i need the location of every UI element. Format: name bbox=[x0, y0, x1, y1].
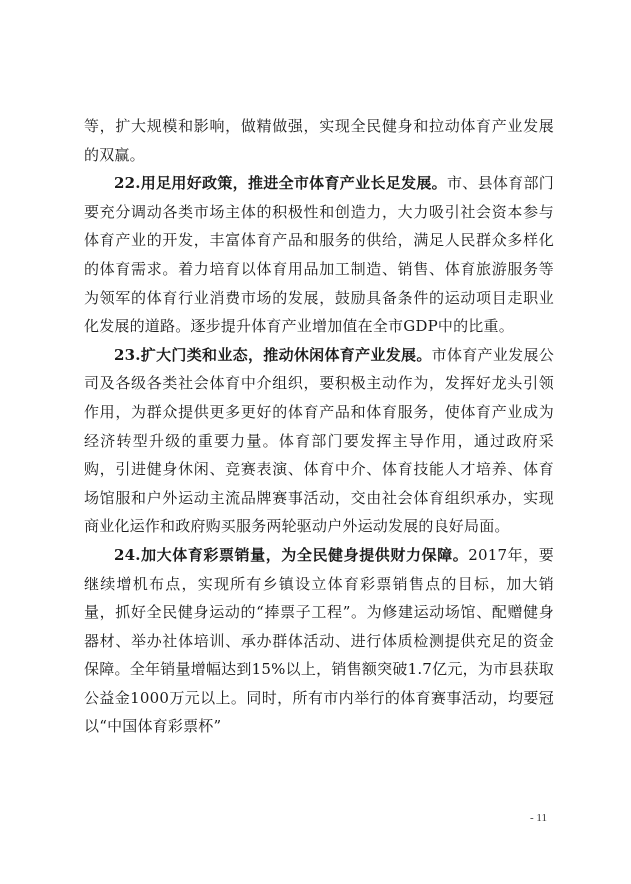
paragraph-23 bbox=[84, 341, 554, 541]
paragraph-heading: 23.扩大门类和业态，推动休闲体育产业发展。 bbox=[114, 345, 432, 364]
paragraph-continuation bbox=[84, 112, 554, 169]
paragraph-body: 市、县体育部门要充分调动各类市场主体的积极性和创造力，大力吸引社会资本参与体育产业的开发，丰富体育产品和服务的供给，满足人民群众多样化的体育需求。着力培育以体育用品加工制造、销售、体育旅游服务等为领军的体育行业消费市场的发展，鼓励具备条件的运动项目走职业化发展的道路。逐步提升体育产业增加值在全市GDP中的比重。 bbox=[84, 174, 554, 336]
page-number: - 11 bbox=[529, 812, 547, 824]
paragraph-body: 等，扩大规模和影响，做精做强，实现全民健身和拉动体育产业发展的双赢。 bbox=[84, 117, 554, 164]
paragraph-body: 市体育产业发展公司及各级各类社会体育中介组织，要积极主动作为，发挥好龙头引领作用，为群众提供更多更好的体育产品和体育服务，使体育产业成为经济转型升级的重要力量。体育部门要发挥主导作用，通过政府采购，引进健身休闲、竞赛表演、体育中介、体育技能人才培养、体育场馆服和户外运动主流品牌赛事活动，交由社会体育组织承办，实现商业化运作和政府购买服务两轮驱动户外运动发展的良好局面。 bbox=[84, 345, 554, 536]
paragraph-22 bbox=[84, 169, 554, 341]
paragraph-body: 2017年，要继续增机布点，实现所有乡镇设立体育彩票销售点的目标，加大销量，抓好全民健身运动的“捧票子工程”。为修建运动场馆、配赠健身器材、举办社体培训、承办群体活动、进行体质检测提供充足的资金保障。全年销量增幅达到15%以上，销售额突破1.7亿元，为市县获取公益金1000万元以上。同时，所有市内举行的体育赛事活动，均要冠以“中国体育彩票杯” bbox=[84, 545, 554, 736]
body-text bbox=[84, 112, 554, 741]
paragraph-heading: 22.用足用好政策，推进全市体育产业长足发展。 bbox=[114, 174, 447, 193]
paragraph-24 bbox=[84, 541, 554, 741]
paragraph-heading: 24.加大体育彩票销量，为全民健身提供财力保障。 bbox=[114, 545, 469, 564]
